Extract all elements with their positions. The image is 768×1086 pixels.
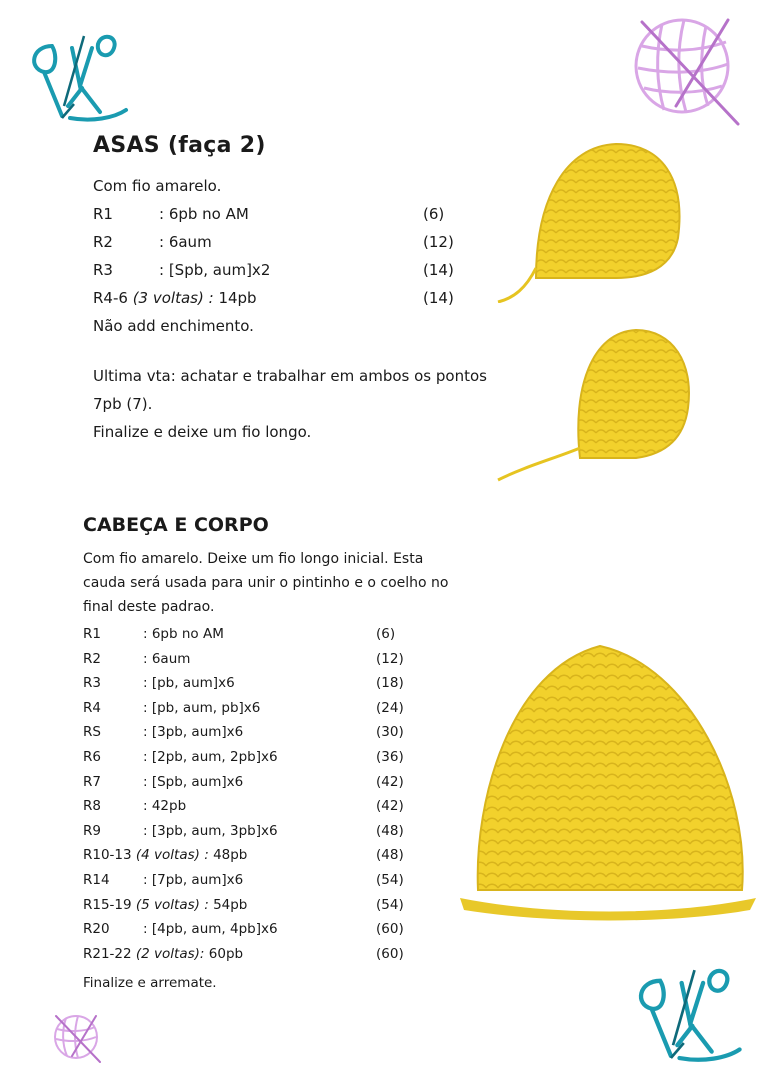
row-label: R7 bbox=[83, 773, 101, 790]
row-note: (4 voltas) : bbox=[135, 847, 209, 864]
monogram-logo-icon bbox=[22, 26, 132, 126]
wings-finish: Finalize e deixe um fio longo. bbox=[93, 423, 312, 441]
row-instruction: : [Spb, aum]x2 bbox=[159, 261, 271, 279]
monogram-logo-icon bbox=[628, 958, 746, 1068]
pattern-row bbox=[83, 675, 443, 700]
pattern-row bbox=[83, 921, 443, 946]
row-count: (60) bbox=[376, 921, 404, 938]
row-count: (6) bbox=[376, 626, 396, 642]
row-instruction: 60pb bbox=[208, 945, 244, 962]
wings-row bbox=[93, 200, 493, 228]
wings-row bbox=[93, 256, 493, 284]
row-label: R14 bbox=[83, 871, 110, 888]
row-instruction: : 6aum bbox=[159, 233, 212, 251]
row-label: R1 bbox=[93, 205, 113, 223]
row-note: (3 voltas) : bbox=[132, 289, 214, 307]
row-label: R4-6 bbox=[93, 289, 128, 307]
row-instruction: 54pb bbox=[213, 896, 248, 913]
row-count: (24) bbox=[376, 699, 404, 716]
row-count: (6) bbox=[423, 205, 445, 223]
wings-instructions bbox=[93, 172, 493, 446]
pattern-row bbox=[83, 700, 443, 725]
row-label-group bbox=[93, 284, 257, 312]
wings-intro: Com fio amarelo. bbox=[93, 177, 222, 195]
row-label: R1 bbox=[83, 626, 101, 642]
row-label: R3 bbox=[93, 261, 113, 279]
row-count: (30) bbox=[376, 724, 404, 741]
row-count: (60) bbox=[376, 945, 404, 962]
wings-no-stuffing-line bbox=[93, 312, 493, 340]
wings-title: ASAS (faça 2) bbox=[93, 133, 266, 158]
pattern-row bbox=[83, 651, 443, 676]
head-body-finish: Finalize e arremate. bbox=[83, 975, 217, 991]
row-instruction: : [pb, aum, pb]x6 bbox=[143, 699, 261, 716]
row-instruction: : [3pb, aum, 3pb]x6 bbox=[143, 822, 278, 839]
row-instruction: : [2pb, aum, 2pb]x6 bbox=[143, 748, 278, 765]
pattern-row bbox=[83, 749, 443, 774]
row-count: (18) bbox=[376, 675, 404, 692]
row-count: (48) bbox=[376, 847, 404, 864]
row-note: (5 voltas) : bbox=[135, 896, 209, 913]
row-instruction: : [4pb, aum, 4pb]x6 bbox=[143, 921, 278, 938]
head-body-intro: Com fio amarelo. Deixe um fio longo inicial. Esta cauda será usada para unir o pintinho e o coelho no final deste padrao. bbox=[83, 551, 449, 615]
row-label: R6 bbox=[83, 748, 101, 765]
row-instruction: : 6pb no AM bbox=[159, 205, 249, 223]
row-count: (12) bbox=[376, 650, 404, 667]
pattern-row bbox=[83, 724, 443, 749]
wing-photo bbox=[496, 128, 721, 303]
row-count: (54) bbox=[376, 871, 404, 888]
row-label-group bbox=[83, 847, 247, 863]
row-label: R4 bbox=[83, 699, 101, 716]
row-instruction: 48pb bbox=[213, 847, 248, 864]
row-label-group bbox=[83, 946, 243, 962]
row-count: (36) bbox=[376, 748, 404, 765]
row-label: R2 bbox=[93, 233, 113, 251]
row-label: R2 bbox=[83, 650, 101, 667]
row-label: RS bbox=[83, 724, 101, 741]
row-label: R15-19 bbox=[83, 896, 132, 913]
row-count: (42) bbox=[376, 798, 404, 815]
row-instruction: : [Spb, aum]x6 bbox=[143, 773, 244, 790]
wing-photo bbox=[496, 308, 721, 488]
row-count: (12) bbox=[423, 233, 454, 251]
row-instruction: 14pb bbox=[218, 289, 257, 307]
head-body-rows bbox=[83, 626, 443, 970]
pattern-row bbox=[83, 946, 443, 971]
wings-row bbox=[93, 228, 493, 256]
body-photo bbox=[450, 640, 768, 925]
row-label: R21-22 bbox=[83, 945, 132, 962]
row-label: R8 bbox=[83, 798, 101, 815]
row-count: (14) bbox=[423, 289, 454, 307]
row-instruction: : 42pb bbox=[143, 798, 187, 815]
row-note: (2 voltas): bbox=[135, 945, 205, 962]
pattern-row bbox=[83, 897, 443, 922]
wings-no-stuffing: Não add enchimento. bbox=[93, 317, 254, 335]
row-instruction: : [3pb, aum]x6 bbox=[143, 724, 244, 741]
row-count: (54) bbox=[376, 896, 404, 913]
wings-row bbox=[93, 284, 493, 312]
row-label: R3 bbox=[83, 675, 101, 692]
pattern-row bbox=[83, 798, 443, 823]
pattern-row bbox=[83, 774, 443, 799]
pattern-row bbox=[83, 847, 443, 872]
row-instruction: : [pb, aum]x6 bbox=[143, 675, 235, 692]
row-label: R9 bbox=[83, 822, 101, 839]
row-count: (14) bbox=[423, 261, 454, 279]
wings-last-round: Ultima vta: achatar e trabalhar em ambos os pontos 7pb (7). bbox=[93, 367, 487, 413]
yarn-ball-icon bbox=[628, 12, 742, 128]
head-body-title: CABEÇA E CORPO bbox=[83, 514, 269, 536]
row-label: R10-13 bbox=[83, 847, 132, 864]
wings-intro-line bbox=[93, 172, 493, 200]
row-label-group bbox=[83, 897, 247, 913]
row-instruction: : [7pb, aum]x6 bbox=[143, 871, 244, 888]
yarn-ball-icon bbox=[50, 1012, 104, 1064]
row-label: R20 bbox=[83, 921, 110, 938]
row-count: (42) bbox=[376, 773, 404, 790]
pattern-row bbox=[83, 872, 443, 897]
row-instruction: : 6aum bbox=[143, 650, 191, 667]
pattern-row bbox=[83, 823, 443, 848]
row-instruction: : 6pb no AM bbox=[143, 626, 224, 642]
row-count: (48) bbox=[376, 822, 404, 839]
pattern-row bbox=[83, 626, 443, 651]
